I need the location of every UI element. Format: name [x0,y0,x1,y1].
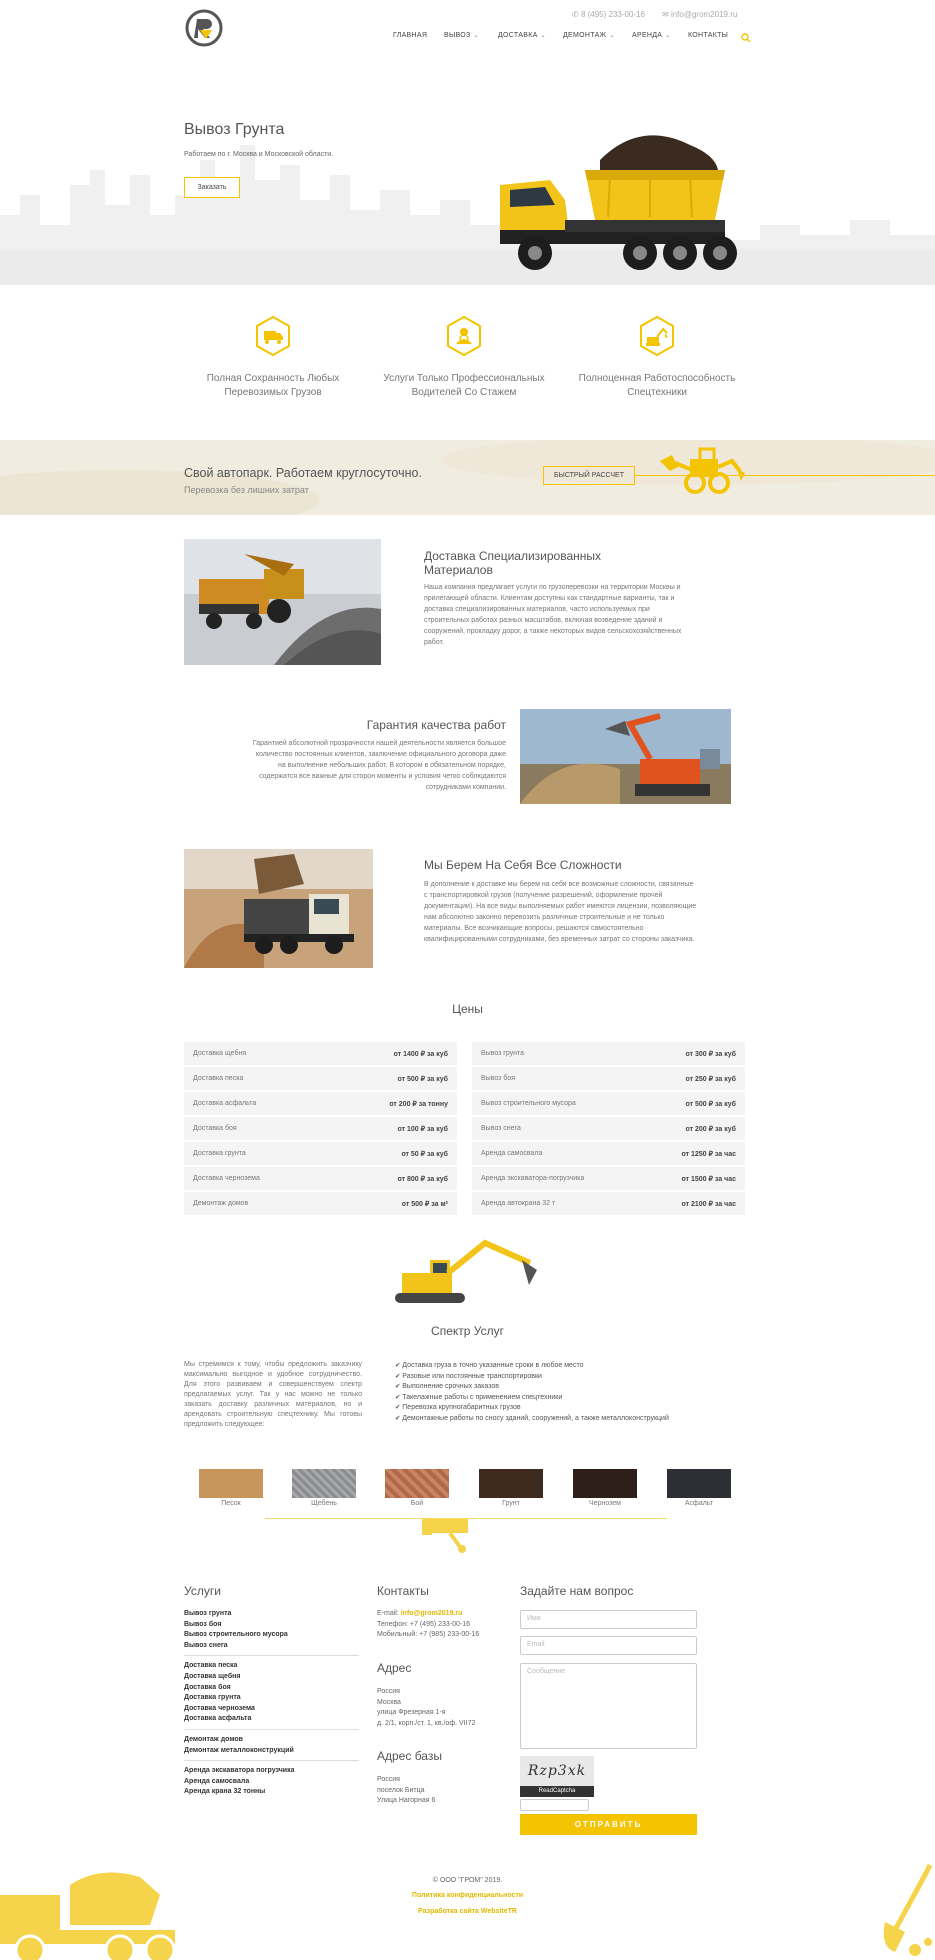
divider [184,1729,359,1730]
nav-removal[interactable]: ВЫВОЗ ⌄ [444,32,479,39]
divider [184,1760,359,1761]
footer-address: Россия Москва улица Фрезерная 1-я д. 2/1, корп./ст. 1, кв./оф. VII72 [377,1688,476,1727]
row-title: Мы Берем На Себя Все Сложности [424,858,622,872]
price-row: Вывоз боя от 250 ₽ за куб [472,1067,745,1090]
excavator-illustration [390,1238,540,1310]
soil-image [479,1469,543,1498]
footer-services-title: Услуги [184,1584,221,1598]
brick-image [385,1469,449,1498]
name-field[interactable]: Имя [520,1610,697,1629]
phone-icon: ✆ [572,10,581,19]
list-item: ✔ Доставка груза в точно указанные сроки в любое место [395,1361,735,1372]
services-list [395,1361,735,1424]
contact-form-title: Задайте нам вопрос [520,1584,634,1598]
sand-image [199,1469,263,1498]
price-table-left [184,1042,457,1215]
send-button[interactable]: ОТПРАВИТЬ [520,1814,697,1835]
price-row: Аренда экскаватора-погрузчика от 1500 ₽ за час [472,1167,745,1190]
material-soil[interactable]: Грунт [479,1469,543,1507]
footer-base-title: Адрес базы [377,1749,442,1763]
material-gravel[interactable]: Щебень [292,1469,356,1507]
prices-title: Цены [452,1002,483,1016]
feature-text: Полноценная Работоспособность Спецтехники [578,373,736,398]
list-item: ✔ Такелажные работы с применением спецтехники [395,1393,735,1404]
nav-demolition[interactable]: ДЕМОНТАЖ ⌄ [563,32,615,39]
chevron-down-icon: ⌄ [609,33,615,39]
price-row: Демонтаж домов от 500 ₽ за м² [184,1192,457,1215]
nav-rent[interactable]: АРЕНДА ⌄ [632,32,671,39]
asphalt-image [667,1469,731,1498]
search-icon[interactable] [741,30,751,40]
crane-truck-icon [420,1515,485,1555]
price-table-right [472,1042,745,1215]
copyright: © ООО "ГРОМ" 2019. [432,1877,503,1884]
city-skyline-background [0,75,935,285]
footer-link[interactable]: Доставка щебня [184,1672,241,1680]
footer-link[interactable]: Аренда самосвала [184,1777,250,1785]
price-row: Доставка асфальта от 200 ₽ за тонну [184,1092,457,1115]
feature-text: Услуги Только Профессиональных Водителей Со Стажем [383,373,545,398]
price-row: Аренда самосвала от 1250 ₽ за час [472,1142,745,1165]
services-title: Спектр Услуг [431,1324,504,1338]
chevron-down-icon: ⌄ [665,33,671,39]
driver-icon [445,315,483,357]
dump-truck-image [490,125,750,285]
gravel-image [292,1469,356,1498]
nav-delivery[interactable]: ДОСТАВКА ⌄ [498,32,546,39]
banner-subtitle: Перевозка без лишних затрат [184,485,309,495]
price-row: Вывоз грунта от 300 ₽ за куб [472,1042,745,1065]
truck-icon [254,315,292,357]
list-item: ✔ Демонтажные работы по сносу зданий, сооружений, а также металлоконструкций [395,1414,735,1425]
row-text: Гарантией абсолютной прозрачности нашей деятельности является большое количество постоянных клиентов, заключение официального договора даже на выполнение небольших работ. В котором в обязательном порядке, содержатся все важные для сторон моменты и условия четко соблюдаются сотрудниками компании. [252,740,506,791]
loader-gravel-photo [184,539,381,665]
footer-link[interactable]: Доставка песка [184,1662,238,1670]
chevron-down-icon: ⌄ [473,33,479,39]
hero-section [0,75,935,285]
quick-calc-button[interactable]: БЫСТРЫЙ РАССЧЕТ [543,466,635,485]
email-field[interactable]: Email [520,1636,697,1655]
feature-text: Полная Сохранность Любых Перевозимых Грузов [206,373,340,398]
footer-link[interactable]: Демонтаж металлоконструкций [184,1746,294,1754]
row-title: Гарантия качества работ [366,718,506,732]
footer-link[interactable]: Доставка асфальта [184,1715,252,1723]
price-row: Вывоз строительного мусора от 500 ₽ за куб [472,1092,745,1115]
developer-link[interactable]: Разработка сайта WebsiteTR [418,1908,517,1915]
footer-link[interactable]: Доставка грунта [184,1694,241,1702]
price-row: Доставка грунта от 50 ₽ за куб [184,1142,457,1165]
footer-services-links [184,1609,359,1798]
material-asphalt[interactable]: Асфальт [667,1469,731,1507]
excavator-photo [520,709,731,804]
footer-email-link[interactable]: info@grom2019.ru [400,1610,463,1617]
footer-link[interactable]: Вывоз грунта [184,1610,232,1617]
list-item: ✔ Перевозка крупногабаритных грузов [395,1403,735,1414]
price-row: Аренда автокрана 32 т от 2100 ₽ за час [472,1192,745,1215]
footer-link[interactable]: Аренда крана 32 тонны [184,1788,266,1796]
order-button[interactable]: Заказать [184,177,240,198]
logo[interactable] [184,8,224,48]
footer-link[interactable]: Доставка боя [184,1683,231,1691]
footer-base-address: Россия поселок Битца Улица Нагорная 6 [377,1776,436,1805]
promo-banner [0,440,935,515]
list-item: ✔ Разовые или постоянные транспортировки [395,1372,735,1383]
row-title: Доставка Специализированных Материалов [424,549,602,577]
price-row: Доставка щебня от 1400 ₽ за куб [184,1042,457,1065]
footer-link[interactable]: Демонтаж домов [184,1735,243,1743]
footer-contacts: E-mail: info@grom2019.ru Телефон: +7 (495) 233-00-16 Мобильный: +7 (985) 233-00-16 [377,1610,480,1639]
hero-title: Вывоз Грунта [184,121,285,138]
banner-title: Свой автопарк. Работаем круглосуточно. [184,466,422,480]
divider [184,1655,359,1656]
price-row: Доставка боя от 100 ₽ за куб [184,1117,457,1140]
hero-subtitle: Работаем по г. Москва и Московской области. [184,151,334,158]
material-sand[interactable]: Песок [199,1469,263,1507]
footer-link[interactable]: Аренда экскаватора погрузчика [184,1767,295,1775]
footer-link[interactable]: Доставка чернозема [184,1704,255,1712]
nav-contacts[interactable]: КОНТАКТЫ [688,32,729,39]
row-text: Наша компания предлагает услуги по грузоперевозки на территории Москвы и прилегающей области. Клиентам доступны как стандартные варианты, так и доставка специализированных материалов, часто используемых при строительных работах разных масштабов, включая возведение зданий и сооружений, прокладку дорог, а также некоторых видов сельскохозяйственных работ. [424,584,682,646]
mail-icon: ✉ [662,10,671,19]
message-field[interactable]: Сообщение [520,1663,697,1749]
services-intro: Мы стремимся к тому, чтобы предложить заказчику максимально выгодное и удобное сотрудничество. Для этого развиваем и совершенствуем спектр предлагаемых услуг. Так у нас можно не только заказать доставку различных материалов, но и арендовать строительную спецтехнику. Мы готовы предложить следующее: [184,1361,362,1428]
header-phone[interactable]: ✆ 8 (495) 233-00-16 [572,10,645,19]
privacy-link[interactable]: Политика конфиденциальности [411,1892,524,1899]
backhoe-loader-icon [655,443,747,495]
blackearth-image [573,1469,637,1498]
row-text: В дополнение к доставке мы берем на себя все возможные сложности, связанные с транспортировкой грузов (получение разрешений, оформление прочей документации). На все виды выполняемых работ имеются лицензии, позволяющие нам абсолютно законно перевозить различные строительные и не только материалы. Все возникающие вопросы, решаются самостоятельно квалифицированными сотрудниками, без временных затрат со стороны заказчика. [424,881,697,943]
chevron-down-icon: ⌄ [540,33,546,39]
footer-link[interactable]: Вывоз снега [184,1641,228,1649]
nav-home[interactable]: ГЛАВНАЯ [393,32,428,39]
material-blackearth[interactable]: Чернозем [573,1469,637,1507]
header-email[interactable]: ✉ info@grom2019.ru [662,10,738,19]
footer-contacts-title: Контакты [377,1584,429,1598]
price-row: Доставка чернозема от 800 ₽ за куб [184,1167,457,1190]
excavator-icon [638,315,676,357]
dump-truck-photo [184,849,373,968]
footer-address-title: Адрес [377,1661,412,1675]
footer-link[interactable]: Вывоз строительного мусора [184,1631,288,1639]
captcha-input[interactable] [520,1799,589,1811]
material-brick[interactable]: Бой [385,1469,449,1507]
price-row: Вывоз снега от 200 ₽ за куб [472,1117,745,1140]
list-item: ✔ Выполнение срочных заказов [395,1382,735,1393]
footer-link[interactable]: Вывоз боя [184,1620,222,1628]
price-row: Доставка песка от 500 ₽ за куб [184,1067,457,1090]
captcha-image: Rzp3xk ReadCaptcha [520,1756,594,1797]
